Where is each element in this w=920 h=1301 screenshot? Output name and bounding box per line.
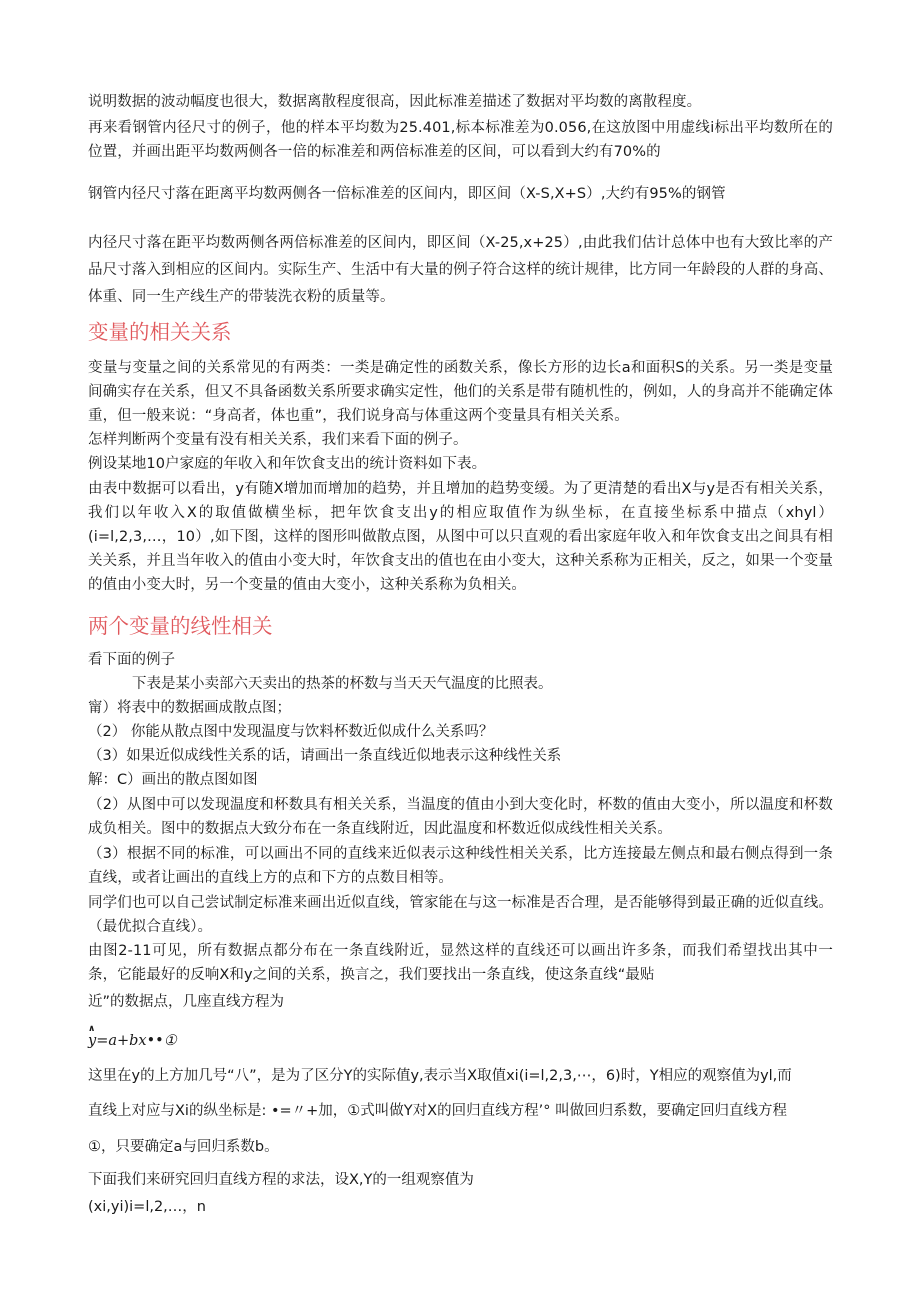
paragraph-one-std-interval: 钢管内径尺寸落在距离平均数两侧各一倍标准差的区间内，即区间（X-S,X+S）,大约有95%的钢管	[88, 186, 726, 202]
line-solution-1: 解：C）画出的散点图如图	[88, 772, 258, 788]
regression-formula: y=a+bx••①	[88, 1033, 177, 1049]
line-closest-points: 近”的数据点，几座直线方程为	[88, 994, 285, 1010]
paragraph-figure-2-11: 由图2-11可见，所有数据点都分布在一条直线附近，显然这样的直线还可以画出许多条，而我们希望找出其中一条，它能最好的反响X和y之间的关系，换言之，我们要找出一条直线，使这条直线“最贴	[88, 943, 833, 983]
paragraph-how-to-judge: 怎样判断两个变量有没有相关关系，我们来看下面的例子。	[88, 432, 468, 448]
line-see-example: 看下面的例子	[88, 652, 175, 668]
paragraph-solution-2: （2）从图中可以发现温度和杯数具有相关关系，当温度的值由小到大变化时，杯数的值由大变小，所以温度和杯数成负相关。图中的数据点大致分布在一条直线附近，因此温度和杯数近似成线性相关关系。	[88, 797, 833, 837]
paragraph-best-fit: 同学们也可以自己尝试制定标准来画出近似直线，管家能在与这一标准是否合理，是否能够得到最正确的近似直线。（最优拟合直线）。	[88, 895, 833, 935]
paragraph-scatter-explanation: 由表中数据可以看出，y有随X增加而增加的趋势，并且增加的趋势变缓。为了更清楚的看出X与y是否有相关关系，我们以年收入X的取值做横坐标，把年饮食支出y的相应取值作为纵坐标，在直接坐标系中描点（xhyl）(i=l,2,3,…，10）,如下图，这样的图形叫做散点图，从图中可以只直观的看出家庭年收入和年饮食支出之间具有相关关系，并且当年收入的值由小变大时，年饮食支出的值也在由小变大，这种关系称为正相关，反之，如果一个变量的值由小变大时，另一个变量的值由大变小，这种关系称为负相关。	[88, 481, 833, 593]
line-regression-coefficient: 直线上对应与Xi的纵坐标是: •=〃+加，①式叫做Y对X的回归直线方程’° 叫做回归系数，要确定回归直线方程	[88, 1103, 788, 1119]
heading-variable-correlation: 变量的相关关系	[88, 320, 232, 344]
line-observation-set: (xi,yi)i=l,2,…，n	[88, 1199, 206, 1215]
line-determine-a-b: ①，只要确定a与回归系数b。	[88, 1139, 279, 1155]
line-observations-intro: 下面我们来研究回归直线方程的求法，设X,Y的一组观察值为	[88, 1172, 474, 1188]
hat-symbol: ∧	[88, 1024, 96, 1034]
paragraph-two-std-interval: 内径尺寸落在距平均数两侧各两倍标准差的区间内，即区间（X-25,x+25）,由此我们估计总体中也有大致比率的产品尺寸落入到相应的区间内。实际生产、生活中有大量的例子符合这样的统计规律，比方同一年龄段的人群的身高、体重、同一生产线生产的带装洗衣粉的质量等。	[88, 235, 833, 305]
heading-linear-correlation: 两个变量的线性相关	[88, 614, 273, 638]
paragraph-solution-3: （3）根据不同的标准，可以画出不同的直线来近似表示这种线性相关关系，比方连接最左侧点和最右侧点得到一条直线，或者让画出的直线上方的点和下方的点数目相等。	[88, 846, 833, 886]
line-hat-explanation: 这里在y的上方加几号“八”，是为了区分Y的实际值y,表示当X取值xi(i=l,2,3,⋯，6)时，Y相应的观察值为yl,而	[88, 1068, 792, 1084]
paragraph-household-example: 例设某地10户家庭的年收入和年饮食支出的统计资料如下表。	[88, 456, 487, 472]
line-task-1: 甯）将表中的数据画成散点图；	[88, 700, 291, 716]
paragraph-relationship-types: 变量与变量之间的关系常见的有两类：一类是确定性的函数关系，像长方形的边长a和面积S的关系。另一类是变量间确实存在关系，但又不具备函数关系所要求确实定性，他们的关系是带有随机性的，例如，人的身高并不能确定体重，但一般来说：“身高者，体也重”，我们说身高与体重这两个变量具有相关关系。	[88, 360, 833, 424]
line-table-intro: 下表是某小卖部六天卖出的热茶的杯数与当天天气温度的比照表。	[132, 676, 553, 692]
line-task-3: （3）如果近似成线性关系的话，请画出一条直线近似地表示这种线性关系	[88, 748, 562, 764]
line-task-2: （2） 你能从散点图中发现温度与饮料杯数近似成什么关系吗？	[88, 724, 494, 740]
paragraph-std-dev-summary: 说明数据的波动幅度也很大，数据离散程度很高，因此标准差描述了数据对平均数的离散程度。	[88, 94, 702, 110]
paragraph-steel-pipe-example: 再来看钢管内径尺寸的例子，他的样本平均数为25.401,标本标准差为0.056,在这放图中用虚线i标出平均数所在的位置，并画出距平均数两侧各一倍的标准差和两倍标准差的区间，可以看到大约有70%的	[88, 120, 833, 160]
